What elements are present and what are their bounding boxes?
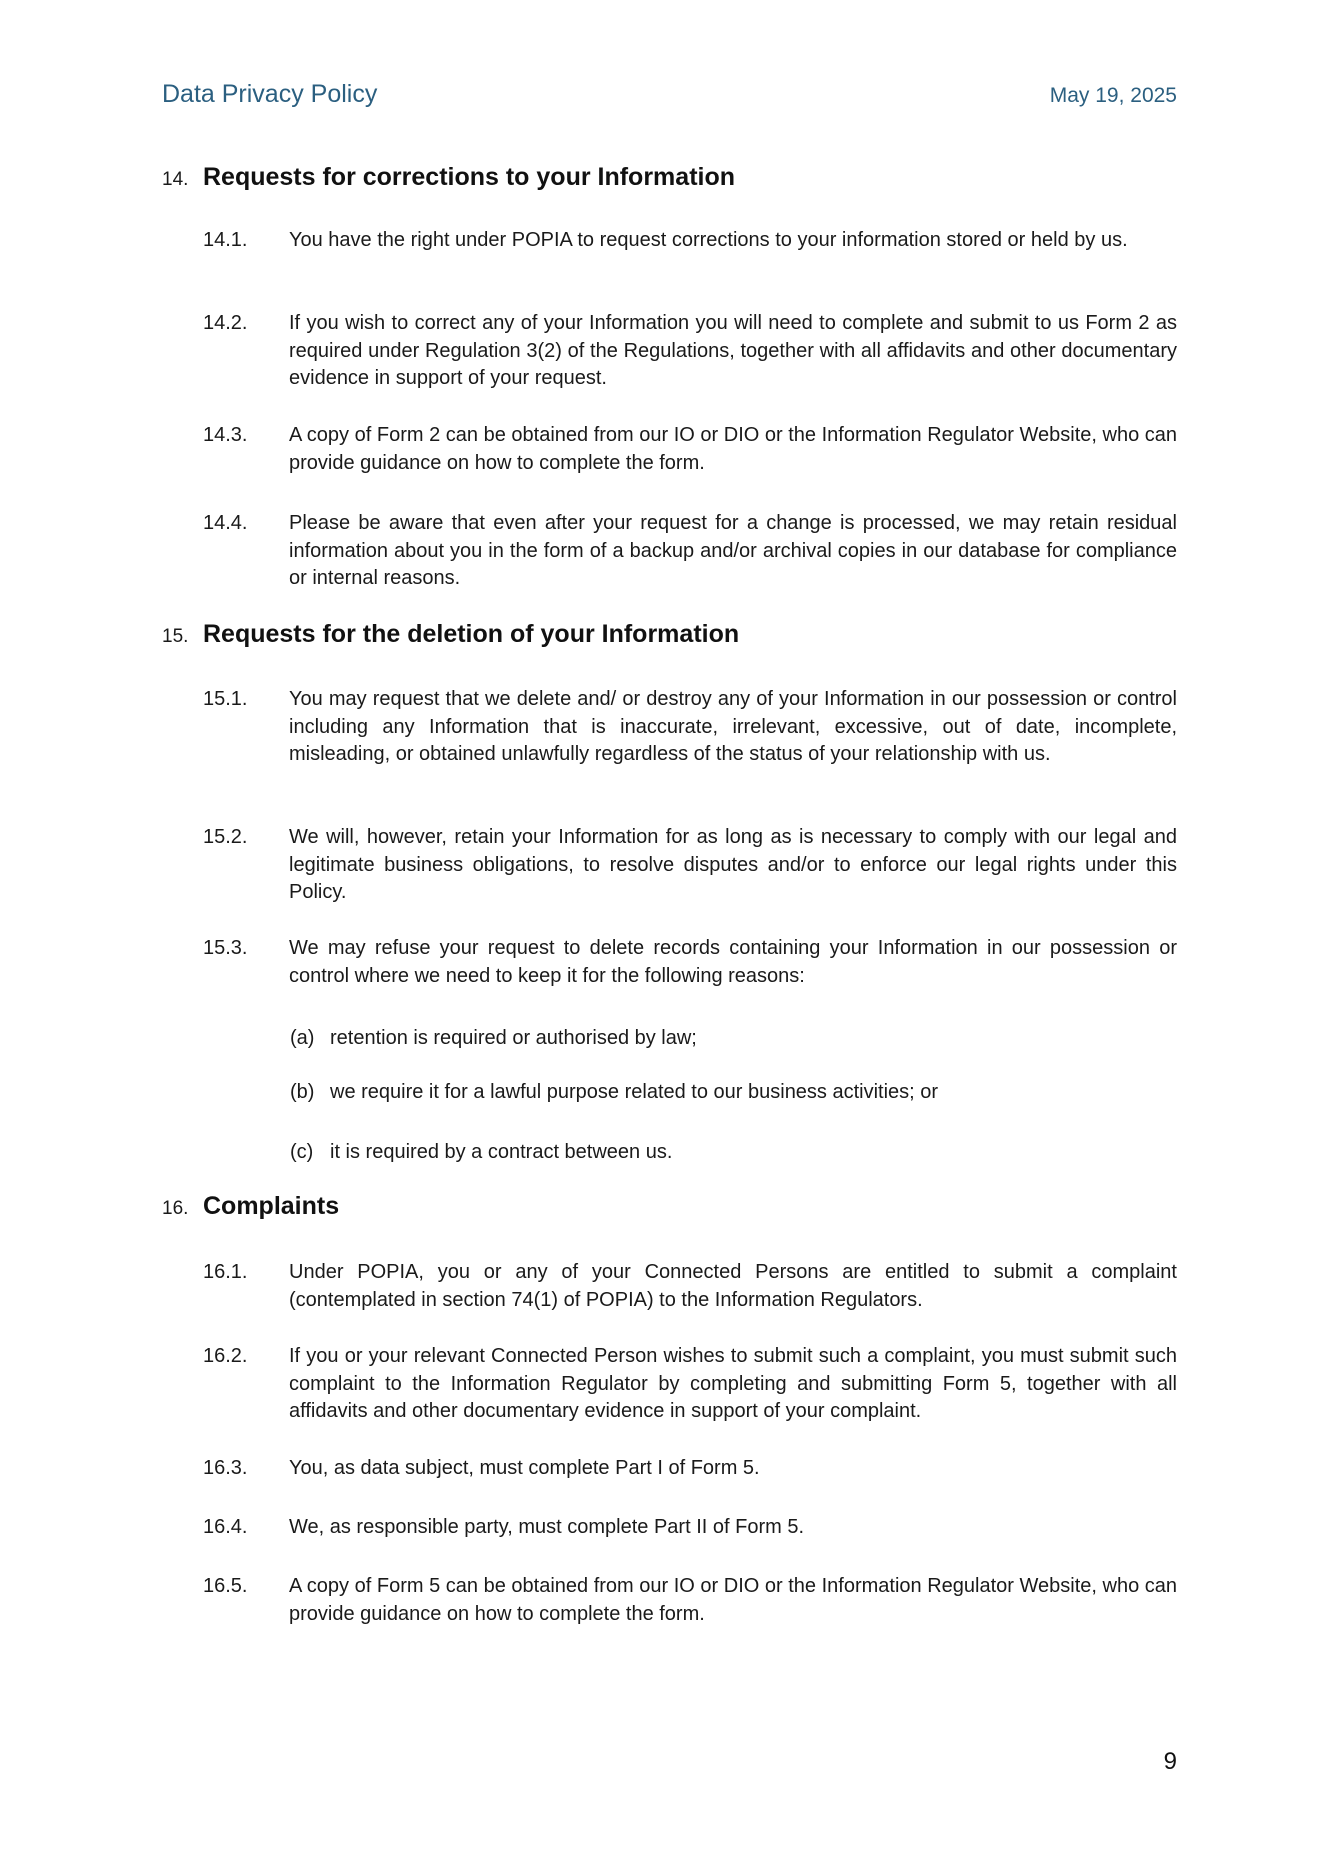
- clause-number: 14.3.: [203, 424, 248, 446]
- section-title: Requests for corrections to your Information: [203, 163, 736, 191]
- header-date: May 19, 2025: [1049, 84, 1177, 107]
- clause-text: You, as data subject, must complete Part I of Form 5.: [289, 1457, 760, 1479]
- section-title: Requests for the deletion of your Information: [203, 620, 740, 648]
- subitem-text: we require it for a lawful purpose related to our business activities; or: [330, 1081, 939, 1103]
- section-heading-15: [162, 620, 739, 649]
- section-title: Complaints: [203, 1192, 340, 1220]
- section-number: 16.: [162, 1198, 189, 1219]
- page-number: 9: [1163, 1748, 1177, 1775]
- header-title: Data Privacy Policy: [162, 80, 378, 108]
- section-heading-16: [162, 1192, 339, 1221]
- clause-16-3: [203, 1455, 1177, 1483]
- clause-number: 15.2.: [203, 826, 248, 848]
- section-number: 14.: [162, 169, 189, 190]
- clause-14-2: [203, 310, 1177, 393]
- subitem-letter: (a): [290, 1027, 315, 1049]
- clause-number: 15.3.: [203, 937, 248, 959]
- clause-number: 14.4.: [203, 512, 248, 534]
- clause-text: A copy of Form 5 can be obtained from our IO or DIO or the Information Regulator Website, who can provide guidance on how to complete the form.: [289, 1575, 1177, 1625]
- subitem-text: retention is required or authorised by law;: [330, 1027, 697, 1049]
- clause-14-3: [203, 422, 1177, 477]
- subitem-b: [290, 1079, 1177, 1107]
- clause-number: 16.2.: [203, 1345, 248, 1367]
- clause-14-4: [203, 510, 1177, 593]
- clause-16-1: [203, 1259, 1177, 1314]
- clause-number: 16.3.: [203, 1457, 248, 1479]
- clause-number: 15.1.: [203, 688, 248, 710]
- clause-15-2: [203, 824, 1177, 907]
- subitem-letter: (b): [290, 1081, 315, 1103]
- clause-number: 16.4.: [203, 1516, 248, 1538]
- clause-15-3: [203, 935, 1177, 990]
- clause-text: We will, however, retain your Information for as long as is necessary to comply with our legal and legitimate business obligations, to resolve disputes and/or to enforce our legal rights under this Policy.: [289, 826, 1177, 903]
- subitem-a: [290, 1025, 1177, 1053]
- clause-15-1: [203, 686, 1177, 769]
- clause-number: 16.1.: [203, 1261, 248, 1283]
- clause-number: 14.1.: [203, 229, 248, 251]
- section-heading-14: [162, 163, 735, 192]
- clause-text: If you or your relevant Connected Person wishes to submit such a complaint, you must submit such complaint to the Information Regulator by completing and submitting Form 5, together with all affidavits and other documentary evidence in support of your complaint.: [289, 1345, 1177, 1422]
- clause-text: Under POPIA, you or any of your Connected Persons are entitled to submit a complaint (contemplated in section 74(1) of POPIA) to the Information Regulators.: [289, 1261, 1177, 1311]
- clause-text: You have the right under POPIA to request corrections to your information stored or held by us.: [289, 229, 1128, 251]
- clause-text: Please be aware that even after your request for a change is processed, we may retain residual information about you in the form of a backup and/or archival copies in our database for compliance or internal reasons.: [289, 512, 1177, 589]
- clause-number: 14.2.: [203, 312, 248, 334]
- clause-text: You may request that we delete and/ or destroy any of your Information in our possession or control including any Information that is inaccurate, irrelevant, excessive, out of date, incomplete, misleading, or obtained unlawfully regardless of the status of your relationship with us.: [289, 688, 1177, 765]
- section-number: 15.: [162, 626, 189, 647]
- clause-number: 16.5.: [203, 1575, 248, 1597]
- clause-text: We may refuse your request to delete records containing your Information in our possession or control where we need to keep it for the following reasons:: [289, 937, 1177, 987]
- subitem-c: [290, 1139, 1177, 1167]
- clause-16-2: [203, 1343, 1177, 1426]
- clause-16-4: [203, 1514, 1177, 1542]
- clause-16-5: [203, 1573, 1177, 1628]
- subitem-letter: (c): [290, 1141, 314, 1163]
- clause-14-1: [203, 227, 1177, 255]
- subitem-text: it is required by a contract between us.: [330, 1141, 673, 1163]
- clause-text: We, as responsible party, must complete Part II of Form 5.: [289, 1516, 805, 1538]
- clause-text: A copy of Form 2 can be obtained from our IO or DIO or the Information Regulator Website, who can provide guidance on how to complete the form.: [289, 424, 1177, 474]
- clause-text: If you wish to correct any of your Information you will need to complete and submit to us Form 2 as required under Regulation 3(2) of the Regulations, together with all affidavits and other documentary evidence in support of your request.: [289, 312, 1177, 389]
